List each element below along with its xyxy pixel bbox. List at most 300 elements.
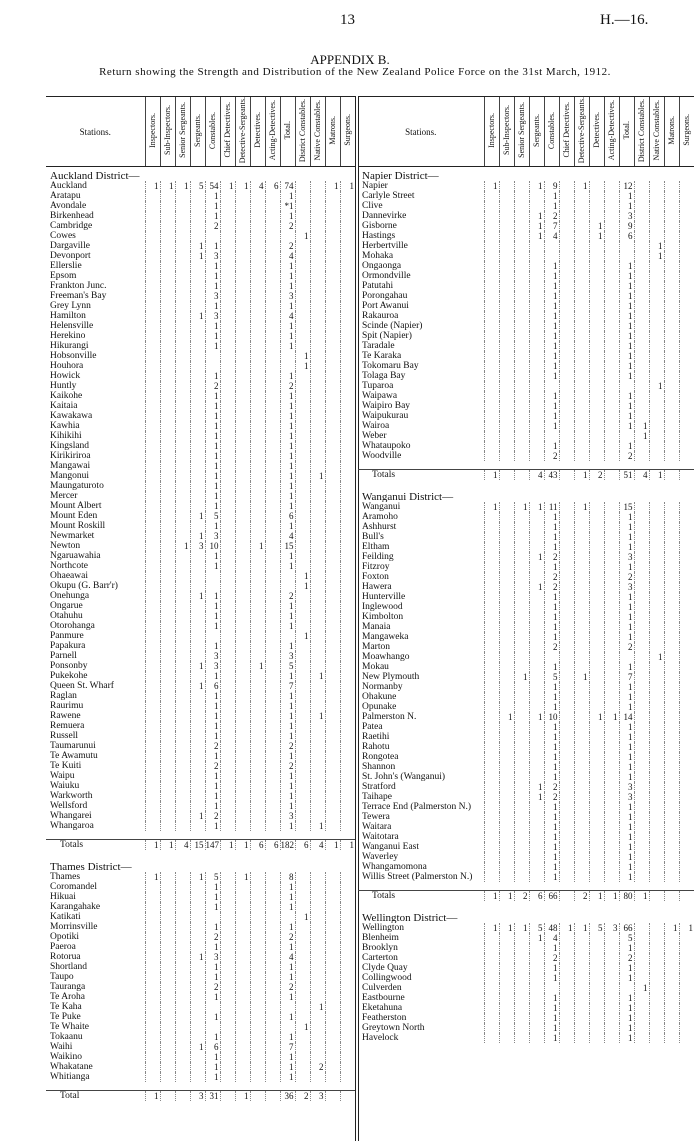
cell-detective-sergeants	[574, 271, 589, 281]
cell-senior-sergeants	[514, 862, 529, 872]
cell-constables: 1	[544, 632, 559, 642]
station-name: Moawhango	[362, 652, 410, 663]
cell-inspectors	[145, 281, 160, 291]
station-name: Maungaturoto	[50, 481, 104, 492]
cell-surgeons	[340, 681, 355, 691]
cell-senior-sergeants	[175, 261, 190, 271]
cell-constables: 1	[544, 973, 559, 983]
cell-detective-sergeants	[235, 541, 250, 551]
cell-inspectors	[145, 801, 160, 811]
cell-sergeants	[190, 641, 205, 651]
cell-acting-detectives	[265, 711, 280, 721]
cell-sub-inspectors	[499, 411, 514, 421]
cell-sub-inspectors	[499, 512, 514, 522]
cell-surgeons	[679, 301, 694, 311]
cell-detective-sergeants	[574, 572, 589, 582]
cell-acting-detectives	[604, 221, 619, 231]
cell-acting-detectives	[604, 451, 619, 461]
cell-surgeons	[340, 912, 355, 922]
cell-sub-inspectors	[499, 862, 514, 872]
cell-matrons	[664, 872, 679, 882]
cell-native-constables	[649, 361, 664, 371]
cell-native-constables	[310, 431, 325, 441]
cell-detectives	[589, 341, 604, 351]
cell-surgeons	[679, 973, 694, 983]
station-name: Northcote	[50, 561, 88, 572]
cell-acting-detectives	[265, 651, 280, 661]
cell-detectives	[250, 701, 265, 711]
cell-detective-sergeants	[574, 652, 589, 662]
cell-sub-inspectors	[160, 892, 175, 902]
cell-native-constables	[310, 211, 325, 221]
cell-total: 1	[280, 431, 295, 441]
station-name: Te Kuiti	[50, 761, 82, 772]
cell-district-constables	[634, 361, 649, 371]
cell-constables: 1	[544, 762, 559, 772]
cell-total: 1	[280, 771, 295, 781]
cell-inspectors	[145, 791, 160, 801]
station-row	[358, 351, 694, 361]
cell-detective-sergeants: 1	[574, 923, 589, 933]
cell-acting-detectives	[604, 421, 619, 431]
cell-chief-detectives	[220, 521, 235, 531]
cell-total: 1	[619, 532, 634, 542]
cell-sergeants	[529, 632, 544, 642]
cell-district-constables	[295, 942, 310, 952]
cell-senior-sergeants	[514, 542, 529, 552]
cell-district-constables	[634, 963, 649, 973]
cell-total: 1	[619, 331, 634, 341]
cell-detective-sergeants	[235, 291, 250, 301]
cell-senior-sergeants	[514, 572, 529, 582]
station-row	[358, 191, 694, 201]
cell-inspectors	[145, 912, 160, 922]
cell-district-constables	[634, 532, 649, 542]
cell-detective-sergeants	[235, 681, 250, 691]
cell-surgeons	[340, 421, 355, 431]
cell-matrons	[664, 572, 679, 582]
station-row	[46, 431, 355, 441]
cell-sergeants	[529, 241, 544, 251]
cell-surgeons	[340, 571, 355, 581]
station-row	[46, 611, 355, 621]
column-header-label: Sergeants.	[531, 113, 541, 147]
cell-sub-inspectors	[499, 281, 514, 291]
cell-surgeons	[679, 522, 694, 532]
cell-senior-sergeants	[514, 431, 529, 441]
cell-sub-inspectors	[499, 792, 514, 802]
column-header-senior-sergeants	[175, 97, 190, 167]
cell-detectives	[250, 561, 265, 571]
cell-constables: 1	[544, 321, 559, 331]
cell-district-constables	[295, 461, 310, 471]
cell-chief-detectives	[559, 271, 574, 281]
cell-constables	[205, 1002, 220, 1012]
cell-surgeons	[340, 1032, 355, 1042]
cell-constables: 1	[205, 601, 220, 611]
cell-detectives	[589, 331, 604, 341]
cell-detective-sergeants	[235, 992, 250, 1002]
cell-sergeants	[190, 421, 205, 431]
cell-detectives	[589, 772, 604, 782]
cell-surgeons	[340, 771, 355, 781]
cell-acting-detectives	[265, 992, 280, 1002]
cell-chief-detectives	[220, 791, 235, 801]
cell-native-constables	[649, 201, 664, 211]
cell-native-constables	[310, 681, 325, 691]
cell-district-constables	[295, 601, 310, 611]
cell-constables: 5	[205, 511, 220, 521]
cell-matrons	[325, 801, 340, 811]
column-header-label: Detective-Sergeants.	[576, 97, 586, 164]
cell-total: 1	[280, 391, 295, 401]
cell-detectives	[589, 652, 604, 662]
cell-sub-inspectors	[499, 822, 514, 832]
cell-acting-detectives	[604, 552, 619, 562]
cell-sub-inspectors	[499, 301, 514, 311]
column-header-total	[619, 97, 634, 167]
cell-district-constables	[295, 882, 310, 892]
cell-sub-inspectors	[160, 421, 175, 431]
station-name: Dargaville	[50, 241, 90, 252]
cell-sub-inspectors	[160, 201, 175, 211]
cell-acting-detectives	[604, 512, 619, 522]
cell-native-constables	[649, 632, 664, 642]
cell-district-constables	[634, 652, 649, 662]
cell-sub-inspectors	[160, 641, 175, 651]
cell-acting-detectives	[604, 311, 619, 321]
station-row	[358, 592, 694, 602]
cell-inspectors	[484, 441, 499, 451]
cell-chief-detectives	[559, 542, 574, 552]
cell-sub-inspectors	[499, 532, 514, 542]
cell-sub-inspectors	[160, 821, 175, 831]
cell-sergeants	[190, 371, 205, 381]
cell-matrons	[325, 701, 340, 711]
cell-senior-sergeants	[514, 832, 529, 842]
cell-senior-sergeants	[175, 811, 190, 821]
cell-native-constables	[310, 902, 325, 912]
cell-detective-sergeants	[574, 612, 589, 622]
cell-acting-detectives	[604, 201, 619, 211]
column-header-sub-inspectors	[160, 97, 175, 167]
cell-native-constables	[310, 952, 325, 962]
cell-senior-sergeants	[514, 622, 529, 632]
cell-surgeons	[679, 993, 694, 1003]
cell-inspectors	[145, 521, 160, 531]
cell-inspectors	[484, 522, 499, 532]
cell-matrons	[325, 441, 340, 451]
cell-total: 1	[619, 522, 634, 532]
cell-acting-detectives	[604, 441, 619, 451]
station-name: Mount Eden	[50, 511, 98, 522]
cell-constables: 2	[544, 642, 559, 652]
cell-sergeants	[190, 1072, 205, 1082]
cell-chief-detectives	[220, 892, 235, 902]
cell-surgeons	[340, 601, 355, 611]
cell-matrons	[664, 732, 679, 742]
cell-detectives	[250, 922, 265, 932]
cell-constables: 1	[544, 722, 559, 732]
cell-senior-sergeants	[514, 301, 529, 311]
cell-sergeants	[190, 351, 205, 361]
cell-sergeants	[529, 762, 544, 772]
cell-native-constables	[310, 311, 325, 321]
cell-chief-detectives	[220, 922, 235, 932]
cell-acting-detectives	[604, 672, 619, 682]
cell-senior-sergeants	[175, 1072, 190, 1082]
cell-native-constables	[310, 201, 325, 211]
station-name: Mangonui	[50, 471, 90, 482]
cell-matrons	[325, 1032, 340, 1042]
cell-total: 1	[619, 1013, 634, 1023]
cell-inspectors	[484, 642, 499, 652]
cell-sergeants	[190, 471, 205, 481]
cell-detective-sergeants	[235, 751, 250, 761]
cell-detective-sergeants	[235, 1062, 250, 1072]
station-row	[46, 811, 355, 821]
spacer-cell	[358, 882, 694, 891]
cell-detective-sergeants	[235, 721, 250, 731]
cell-detectives	[589, 291, 604, 301]
cell-surgeons	[340, 992, 355, 1002]
cell-constables	[544, 251, 559, 261]
cell-total: 1	[619, 752, 634, 762]
cell-surgeons	[679, 652, 694, 662]
cell-surgeons	[340, 461, 355, 471]
cell-detectives	[250, 481, 265, 491]
cell-senior-sergeants	[175, 902, 190, 912]
cell-acting-detectives	[604, 391, 619, 401]
cell-senior-sergeants	[175, 231, 190, 241]
cell-detectives	[250, 301, 265, 311]
cell-sergeants	[190, 611, 205, 621]
cell-inspectors: 1	[145, 181, 160, 191]
cell-sub-inspectors	[499, 762, 514, 772]
cell-detectives	[250, 281, 265, 291]
station-row	[358, 672, 694, 682]
cell-chief-detectives	[220, 1012, 235, 1022]
cell-surgeons	[679, 872, 694, 882]
cell-chief-detectives: 1	[559, 923, 574, 933]
cell-inspectors	[484, 261, 499, 271]
cell-detectives	[589, 963, 604, 973]
cell-inspectors	[145, 631, 160, 641]
cell-native-constables	[310, 691, 325, 701]
cell-acting-detectives	[604, 351, 619, 361]
cell-senior-sergeants	[175, 791, 190, 801]
cell-sub-inspectors	[160, 451, 175, 461]
cell-sergeants	[190, 381, 205, 391]
cell-sub-inspectors	[160, 661, 175, 671]
cell-detective-sergeants	[235, 441, 250, 451]
station-name: Onehunga	[50, 591, 90, 602]
spacer-cell	[46, 850, 355, 858]
cell-inspectors	[145, 741, 160, 751]
cell-constables: 1	[205, 821, 220, 831]
cell-constables: 1	[544, 391, 559, 401]
station-row	[46, 781, 355, 791]
cell-detective-sergeants	[574, 732, 589, 742]
cell-sergeants	[529, 732, 544, 742]
station-name: St. John's (Wanganui)	[362, 772, 446, 783]
cell-inspectors	[145, 751, 160, 761]
cell-senior-sergeants	[175, 771, 190, 781]
cell-detective-sergeants	[574, 371, 589, 381]
cell-inspectors	[145, 441, 160, 451]
cell-senior-sergeants: 4	[175, 840, 190, 851]
cell-constables: 1	[544, 522, 559, 532]
cell-inspectors	[484, 933, 499, 943]
cell-sergeants	[529, 361, 544, 371]
cell-constables: 1	[544, 532, 559, 542]
cell-detective-sergeants	[235, 191, 250, 201]
cell-detectives	[250, 1002, 265, 1012]
cell-chief-detectives	[220, 761, 235, 771]
cell-chief-detectives	[220, 531, 235, 541]
cell-district-constables	[295, 501, 310, 511]
cell-matrons	[325, 241, 340, 251]
cell-constables: 1	[205, 451, 220, 461]
cell-native-constables	[649, 411, 664, 421]
cell-acting-detectives	[265, 541, 280, 551]
cell-sergeants: 1	[190, 531, 205, 541]
cell-native-constables	[310, 811, 325, 821]
cell-total: 1	[280, 281, 295, 291]
cell-constables: 6	[205, 1042, 220, 1052]
cell-sub-inspectors	[499, 953, 514, 963]
cell-total: 1	[619, 832, 634, 842]
station-name: Remuera	[50, 721, 85, 732]
cell-district-constables	[295, 271, 310, 281]
cell-district-constables: 1	[295, 571, 310, 581]
cell-senior-sergeants	[175, 321, 190, 331]
cell-detective-sergeants	[235, 451, 250, 461]
cell-constables: 3	[205, 661, 220, 671]
cell-senior-sergeants	[514, 742, 529, 752]
cell-inspectors	[484, 331, 499, 341]
cell-constables: 1	[205, 1072, 220, 1082]
station-name: Feilding	[362, 552, 394, 563]
station-row	[358, 742, 694, 752]
station-name: Normanby	[362, 682, 403, 693]
cell-district-constables	[295, 761, 310, 771]
cell-total: 1	[280, 922, 295, 932]
cell-constables: 1	[205, 401, 220, 411]
cell-matrons	[325, 1052, 340, 1062]
cell-detectives	[250, 531, 265, 541]
cell-district-constables	[634, 451, 649, 461]
station-name: Tauranga	[50, 982, 86, 993]
column-header-label: Native Constables.	[651, 99, 661, 161]
cell-chief-detectives	[559, 451, 574, 461]
cell-native-constables	[310, 551, 325, 561]
cell-matrons	[664, 582, 679, 592]
cell-chief-detectives	[220, 811, 235, 821]
cell-sergeants	[529, 612, 544, 622]
cell-total: 1	[619, 822, 634, 832]
cell-native-constables	[649, 572, 664, 582]
cell-chief-detectives	[559, 812, 574, 822]
station-row	[46, 942, 355, 952]
cell-sergeants	[190, 761, 205, 771]
station-row	[46, 922, 355, 932]
cell-senior-sergeants	[514, 602, 529, 612]
cell-native-constables: 1	[649, 470, 664, 481]
cell-sergeants	[190, 701, 205, 711]
cell-surgeons	[679, 782, 694, 792]
spacer-row	[46, 1082, 355, 1091]
cell-detective-sergeants	[574, 451, 589, 461]
station-name: Herekino	[50, 331, 86, 342]
cell-inspectors	[484, 361, 499, 371]
cell-acting-detectives	[265, 351, 280, 361]
cell-senior-sergeants	[175, 821, 190, 831]
cell-detectives	[250, 731, 265, 741]
station-row	[46, 962, 355, 972]
cell-acting-detectives	[604, 181, 619, 191]
cell-total: 3	[280, 651, 295, 661]
cell-total: 4	[280, 531, 295, 541]
cell-native-constables	[310, 341, 325, 351]
cell-total: 1	[619, 371, 634, 381]
cell-detective-sergeants	[235, 531, 250, 541]
cell-inspectors	[484, 732, 499, 742]
cell-inspectors	[145, 551, 160, 561]
cell-sub-inspectors	[160, 441, 175, 451]
cell-detective-sergeants	[235, 882, 250, 892]
cell-matrons	[664, 862, 679, 872]
cell-district-constables	[295, 201, 310, 211]
cell-district-constables	[295, 331, 310, 341]
cell-sub-inspectors	[499, 622, 514, 632]
cell-total	[280, 351, 295, 361]
cell-matrons	[325, 361, 340, 371]
cell-sub-inspectors	[160, 771, 175, 781]
cell-sergeants	[529, 662, 544, 672]
cell-constables: 1	[205, 701, 220, 711]
cell-detective-sergeants: 2	[574, 891, 589, 902]
column-header-label: Sub-Inspectors.	[162, 105, 172, 156]
station-row	[46, 691, 355, 701]
cell-constables: 1	[205, 611, 220, 621]
cell-sub-inspectors	[160, 261, 175, 271]
cell-acting-detectives	[604, 622, 619, 632]
station-row	[358, 201, 694, 211]
cell-native-constables	[310, 631, 325, 641]
totals-label: Totals	[358, 470, 484, 481]
cell-acting-detectives	[604, 752, 619, 762]
cell-constables: 1	[205, 431, 220, 441]
cell-constables: 1	[205, 491, 220, 501]
cell-native-constables	[649, 191, 664, 201]
cell-acting-detectives	[265, 291, 280, 301]
cell-detectives	[589, 993, 604, 1003]
cell-detectives	[250, 431, 265, 441]
district-heading-row	[358, 909, 694, 923]
cell-native-constables	[649, 311, 664, 321]
cell-matrons	[664, 251, 679, 261]
cell-matrons: 1	[325, 181, 340, 191]
cell-district-constables	[295, 541, 310, 551]
cell-native-constables	[649, 371, 664, 381]
cell-acting-detectives: 1	[604, 712, 619, 722]
cell-district-constables: 1	[295, 581, 310, 591]
cell-detective-sergeants	[235, 231, 250, 241]
cell-acting-detectives	[604, 532, 619, 542]
cell-detective-sergeants	[235, 651, 250, 661]
cell-detectives	[250, 421, 265, 431]
